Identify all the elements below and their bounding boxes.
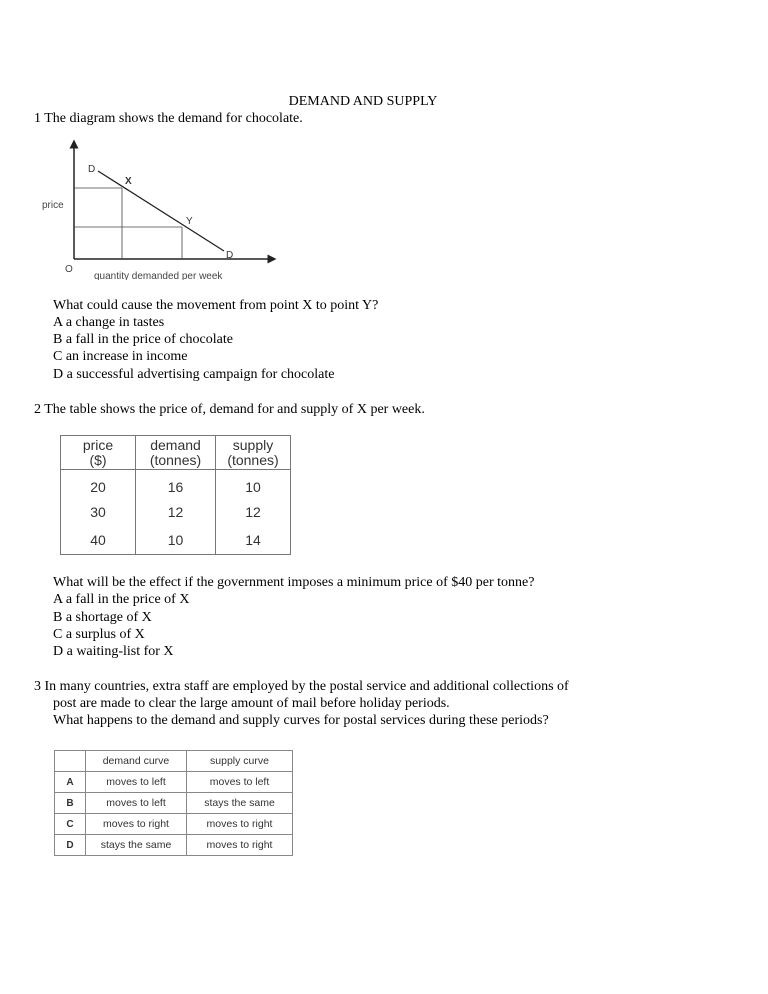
option-letter: B [55,793,86,814]
table-row [61,498,291,526]
q3-header-demand: demand curve [86,751,187,772]
table-cell: moves to right [86,814,187,835]
page-title: DEMAND AND SUPPLY [288,94,438,109]
table-row [55,793,293,814]
q2-header-supply: supply (tonnes) [216,436,291,470]
q2-option-a: A a fall in the price of X [53,592,190,607]
q2-stem: 2 The table shows the price of, demand for and supply of X per week. [34,402,425,417]
q1-question: What could cause the movement from point X to point Y? [53,298,379,313]
q1-option-b: B a fall in the price of chocolate [53,332,233,347]
option-letter: C [55,814,86,835]
y-axis-label: price [42,200,64,211]
q1-stem: 1 The diagram shows the demand for chocolate. [34,111,303,126]
q1-option-a: A a change in tastes [53,315,165,330]
q3-table [54,750,293,856]
table-cell: moves to left [187,772,293,793]
table-row [55,835,293,856]
table-row [55,772,293,793]
option-letter: A [55,772,86,793]
q3-stem-line-3: What happens to the demand and supply curves for postal services during these periods? [53,713,549,728]
q2-header-price: price ($) [61,436,136,470]
q3-header-blank [55,751,86,772]
q1-option-c: C an increase in income [53,349,188,364]
table-cell: moves to left [86,793,187,814]
point-y-label: Y [186,216,193,227]
table-cell: 10 [216,470,291,499]
x-axis-label: quantity demanded per week [94,271,223,280]
point-x-label: X [125,176,132,187]
q3-stem-line-2: post are made to clear the large amount of mail before holiday periods. [53,696,450,711]
table-cell: moves to left [86,772,187,793]
table-cell: 20 [61,470,136,499]
table-cell: 30 [61,498,136,526]
table-row [61,470,291,499]
table-cell: moves to right [187,814,293,835]
table-cell: 14 [216,526,291,555]
origin-label: O [65,264,73,275]
table-cell: 40 [61,526,136,555]
table-cell: 12 [216,498,291,526]
q1-option-d: D a successful advertising campaign for chocolate [53,367,335,382]
table-cell: 10 [136,526,216,555]
q2-option-b: B a shortage of X [53,610,152,625]
demand-curve [98,171,224,251]
q2-question: What will be the effect if the government imposes a minimum price of $40 per tonne? [53,575,535,590]
table-row [61,526,291,555]
q2-option-d: D a waiting-list for X [53,644,174,659]
curve-start-label: D [88,164,96,175]
q3-header-supply: supply curve [187,751,293,772]
demand-diagram [36,138,280,280]
q2-table [60,435,291,555]
q2-header-demand: demand (tonnes) [136,436,216,470]
q3-stem-line-1: 3 In many countries, extra staff are employed by the postal service and additional collections of [34,679,569,694]
table-cell: stays the same [187,793,293,814]
curve-end-label: D [226,250,234,261]
q2-option-c: C a surplus of X [53,627,145,642]
table-cell: 16 [136,470,216,499]
table-cell: stays the same [86,835,187,856]
table-cell: 12 [136,498,216,526]
table-cell: moves to right [187,835,293,856]
table-row [55,814,293,835]
option-letter: D [55,835,86,856]
